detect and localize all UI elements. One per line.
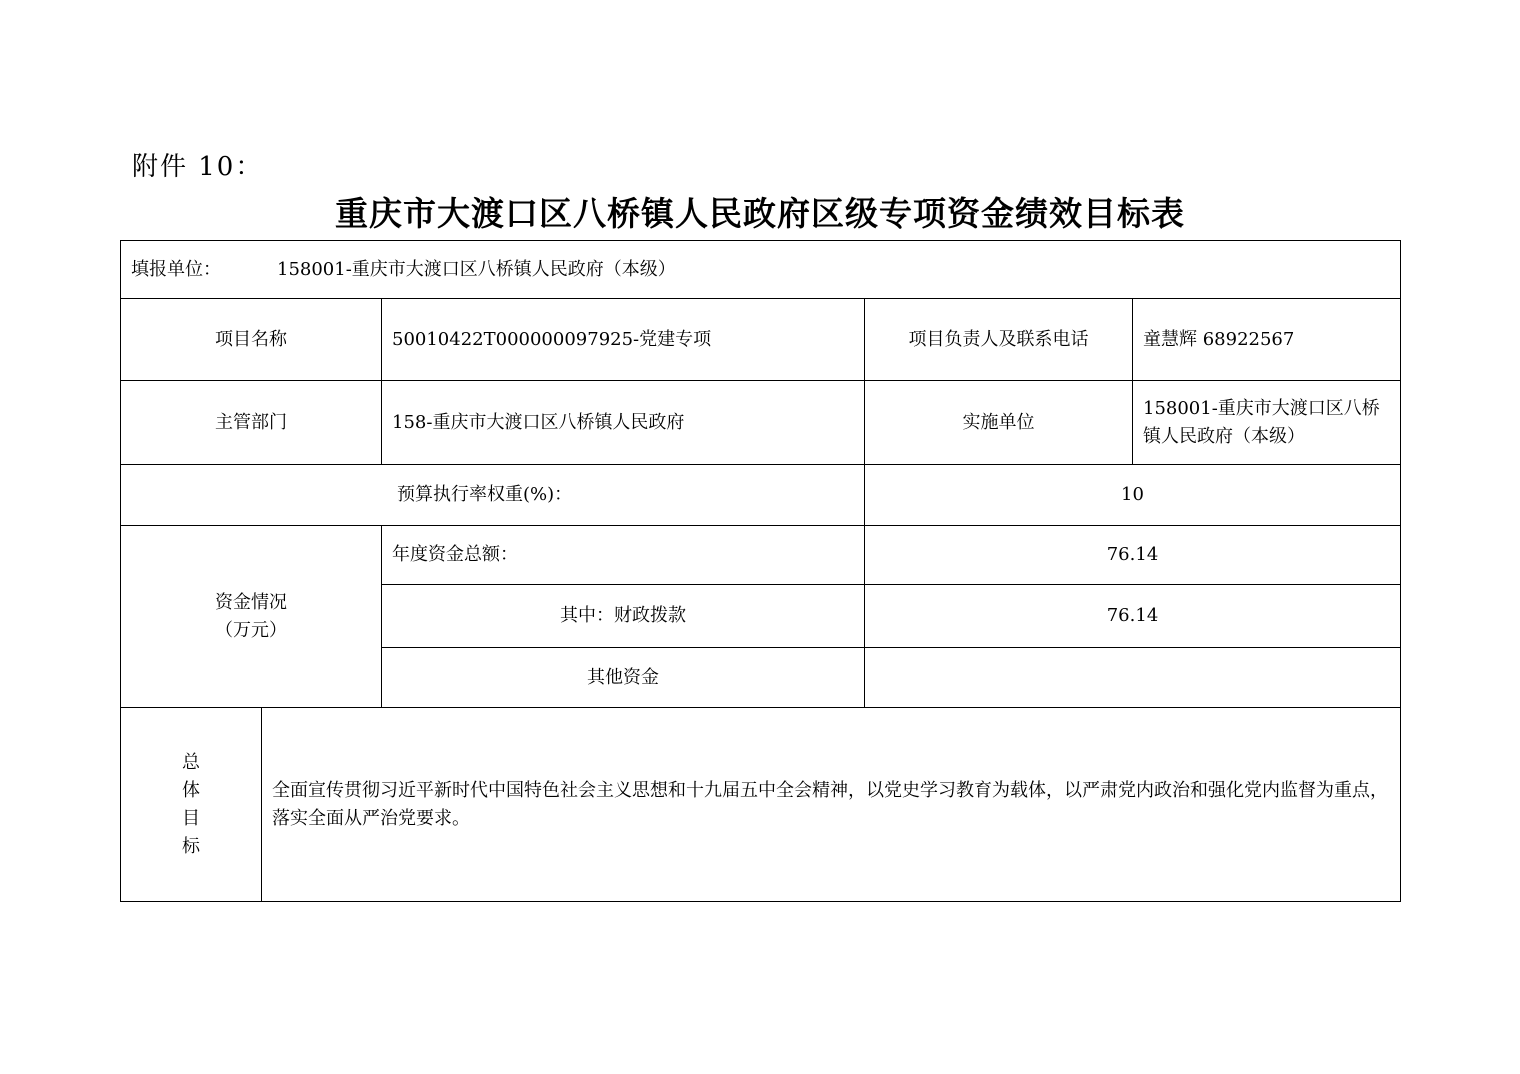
overall-goal-row xyxy=(121,708,1401,902)
impl-unit-value xyxy=(1133,381,1401,465)
project-name-label: 项目名称 xyxy=(121,299,382,381)
project-name-row xyxy=(121,299,1401,381)
annual-total-value: 76.14 xyxy=(865,526,1401,585)
fiscal-value: 76.14 xyxy=(865,585,1401,648)
other-funds-label: 其他资金 xyxy=(382,648,865,708)
performance-target-table xyxy=(120,240,1401,902)
impl-unit-value-line1: 158001-重庆市大渡口区八桥 xyxy=(1143,397,1380,419)
department-row xyxy=(121,381,1401,465)
dept-value: 158-重庆市大渡口区八桥镇人民政府 xyxy=(382,381,865,465)
funds-label xyxy=(121,526,382,708)
fill-unit-cell xyxy=(121,241,1401,299)
contact-value: 童慧辉 68922567 xyxy=(1133,299,1401,381)
budget-rate-label: 预算执行率权重(%)： xyxy=(121,465,865,526)
budget-rate-row xyxy=(121,465,1401,526)
overall-goal-label xyxy=(121,708,262,902)
impl-unit-label: 实施单位 xyxy=(865,381,1133,465)
overall-goal-char: 体 xyxy=(182,779,200,801)
annual-total-label: 年度资金总额： xyxy=(382,526,865,585)
fill-unit-row xyxy=(121,241,1401,299)
overall-goal-text: 全面宣传贯彻习近平新时代中国特色社会主义思想和十九届五中全会精神，以党史学习教育为载体，以严肃党内政治和强化党内监督为重点，落实全面从严治党要求。 xyxy=(262,708,1401,902)
dept-label: 主管部门 xyxy=(121,381,382,465)
funds-label-line2: （万元） xyxy=(215,619,287,641)
overall-goal-char: 目 xyxy=(182,807,200,829)
page-title: 重庆市大渡口区八桥镇人民政府区级专项资金绩效目标表 xyxy=(335,194,1185,233)
overall-goal-char: 标 xyxy=(182,835,200,857)
budget-rate-value: 10 xyxy=(865,465,1401,526)
other-funds-value xyxy=(865,648,1401,708)
contact-label: 项目负责人及联系电话 xyxy=(865,299,1133,381)
project-name-value: 50010422T000000097925-党建专项 xyxy=(382,299,865,381)
fiscal-label: 其中：财政拨款 xyxy=(382,585,865,648)
fill-unit-label: 填报单位： xyxy=(131,258,221,280)
annual-total-row xyxy=(121,526,1401,585)
funds-label-line1: 资金情况 xyxy=(215,591,287,613)
attachment-label: 附件 10： xyxy=(132,152,264,182)
overall-goal-char: 总 xyxy=(182,751,200,773)
fill-unit-value: 158001-重庆市大渡口区八桥镇人民政府（本级） xyxy=(277,258,676,280)
impl-unit-value-line2: 镇人民政府（本级） xyxy=(1143,425,1305,447)
